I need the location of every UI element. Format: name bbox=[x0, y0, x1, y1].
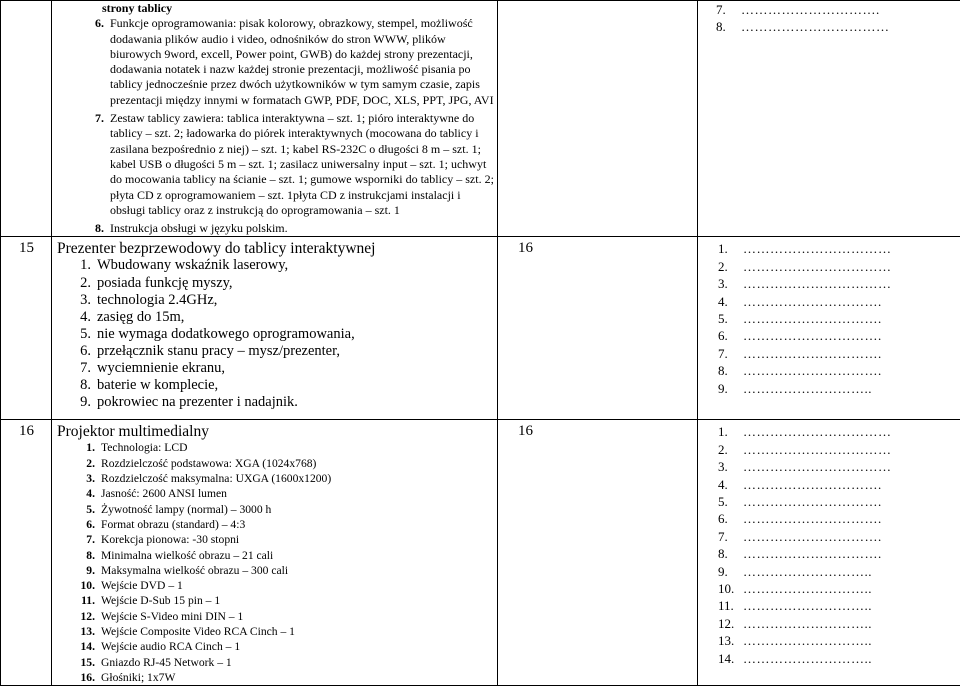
answer-line: 7. …………………………. bbox=[718, 528, 960, 545]
answer-line: 1. …………………………… bbox=[718, 423, 960, 440]
answer-line: 10. ……………………….. bbox=[718, 580, 960, 597]
list-item: 3. Rozdzielczość maksymalna: UXGA (1600x1200) bbox=[69, 471, 497, 486]
answer-line: 5. …………………………. bbox=[718, 493, 960, 510]
answer-line: 2. …………………………… bbox=[718, 441, 960, 458]
answer-line: 5. …………………………. bbox=[718, 310, 960, 327]
list-item: 14. Wejście audio RCA Cinch – 1 bbox=[69, 639, 497, 654]
answer-line: 8. …………………………. bbox=[718, 545, 960, 562]
answer-line: 8. …………………………. bbox=[718, 362, 960, 379]
row-14-lead-text: strony tablicy bbox=[102, 1, 497, 16]
list-item: 5. nie wymaga dodatkowego oprogramowania, bbox=[69, 326, 497, 343]
list-item: 6. Funkcje oprogramowania: pisak kolorowy, obrazkowy, stempel, możliwość dodawania plików audio i video, odnośników do stron WWW, plików biurowych 9word, excell, Power point, GWB) do każdej strony prezentacji, dodawania notatek i nazw każdej stronie prezentacji, możliwość pisania po tablicy jednocześnie przez dwóch użytkowników w tym samym czasie, zapis prezentacji między innymi w formatach GWP, PDF, DOC, XLS, PPT, JPG, AVI bbox=[78, 16, 497, 108]
list-item: 8. Minimalna wielkość obrazu – 21 cali bbox=[69, 548, 497, 563]
row-16-quantity: 16 bbox=[498, 420, 698, 686]
list-item: 3. technologia 2.4GHz, bbox=[69, 292, 497, 309]
list-item: 11. Wejście D-Sub 15 pin – 1 bbox=[69, 593, 497, 608]
answer-line: 3. …………………………… bbox=[718, 458, 960, 475]
answer-line: 1. …………………………… bbox=[718, 240, 960, 257]
list-item: 7. Zestaw tablicy zawiera: tablica interaktywna – szt. 1; pióro interaktywne do tablicy – szt. 2; ładowarka do piórek interaktywnych (mocowana do tablicy i zasilana bezpośrednio z niej) – szt. 1; kabel RS-232C o długości 8 m – szt. 1; kabel USB o długości 5 m – szt. 1; zasilacz uniwersalny input – szt. 1; uchwyt do mocowania tablicy na ścianie – szt. 1; gumowe wsporniki do tablicy – szt. 2; płyta CD z oprogramowaniem – szt. 1płyta CD z instrukcjami instalacji i obsługi tablicy oraz z instrukcją do oprogramowania – szt. 1 bbox=[78, 111, 497, 218]
answer-line: 13. ……………………….. bbox=[718, 632, 960, 649]
row-16-title: Projektor multimedialny bbox=[57, 423, 497, 440]
answer-line: 4. …………………………. bbox=[718, 293, 960, 310]
answer-line: 9. ……………………….. bbox=[718, 563, 960, 580]
list-item: 2. Rozdzielczość podstawowa: XGA (1024x768) bbox=[69, 456, 497, 471]
list-item: 1. Technologia: LCD bbox=[69, 440, 497, 455]
list-item: 9. Maksymalna wielkość obrazu – 300 cali bbox=[69, 563, 497, 578]
list-item: 13. Wejście Composite Video RCA Cinch – 1 bbox=[69, 624, 497, 639]
answer-line: 8. …………………………… bbox=[716, 18, 960, 35]
list-item: 1. Wbudowany wskaźnik laserowy, bbox=[69, 257, 497, 274]
row-14-answer-cell bbox=[698, 1, 960, 237]
row-16-answer-list bbox=[718, 423, 960, 666]
row-14-quantity-cell bbox=[498, 1, 698, 237]
answer-line: 11. ……………………….. bbox=[718, 597, 960, 614]
list-item: 4. Jasność: 2600 ANSI lumen bbox=[69, 486, 497, 501]
row-16-answer-cell bbox=[698, 420, 960, 686]
list-item: 6. przełącznik stanu pracy – mysz/prezenter, bbox=[69, 343, 497, 360]
row-15-description-cell bbox=[52, 237, 498, 420]
answer-line: 2. …………………………… bbox=[718, 258, 960, 275]
list-item: 2. posiada funkcję myszy, bbox=[69, 275, 497, 292]
row-14-item-list bbox=[78, 16, 497, 236]
row-15-number: 15 bbox=[1, 237, 52, 420]
list-item: 8. Instrukcja obsługi w języku polskim. bbox=[78, 221, 497, 236]
list-item: 7. wyciemnienie ekranu, bbox=[69, 360, 497, 377]
row-16-description-cell bbox=[52, 420, 498, 686]
list-item: 10. Wejście DVD – 1 bbox=[69, 578, 497, 593]
row-15-item-list bbox=[69, 257, 497, 411]
answer-line: 3. …………………………… bbox=[718, 275, 960, 292]
list-item: 7. Korekcja pionowa: -30 stopni bbox=[69, 532, 497, 547]
table-row-14 bbox=[1, 1, 960, 237]
answer-line: 4. …………………………. bbox=[718, 476, 960, 493]
list-item: 16. Głośniki; 1x7W bbox=[69, 670, 497, 685]
list-item: 9. pokrowiec na prezenter i nadajnik. bbox=[69, 394, 497, 411]
list-item: 15. Gniazdo RJ-45 Network – 1 bbox=[69, 655, 497, 670]
answer-line: 14. ……………………….. bbox=[718, 650, 960, 667]
answer-line: 7. …………………………. bbox=[718, 345, 960, 362]
row-14-number-cell bbox=[1, 1, 52, 237]
list-item: 6. Format obrazu (standard) – 4:3 bbox=[69, 517, 497, 532]
row-16-item-list bbox=[69, 440, 497, 685]
answer-line: 7. …………………………. bbox=[716, 1, 960, 18]
table-row-15 bbox=[1, 237, 960, 420]
answer-line: 6. …………………………. bbox=[718, 327, 960, 344]
answer-line: 12. ……………………….. bbox=[718, 615, 960, 632]
row-14-description-cell bbox=[52, 1, 498, 237]
row-15-answer-cell bbox=[698, 237, 960, 420]
table-row-16 bbox=[1, 420, 960, 686]
list-item: 4. zasięg do 15m, bbox=[69, 309, 497, 326]
row-15-answer-list bbox=[718, 240, 960, 397]
row-14-answer-list bbox=[716, 1, 960, 36]
row-16-number: 16 bbox=[1, 420, 52, 686]
list-item: 5. Żywotność lampy (normal) – 3000 h bbox=[69, 502, 497, 517]
row-15-quantity: 16 bbox=[498, 237, 698, 420]
answer-line: 9. ……………………….. bbox=[718, 380, 960, 397]
list-item: 12. Wejście S-Video mini DIN – 1 bbox=[69, 609, 497, 624]
list-item: 8. baterie w komplecie, bbox=[69, 377, 497, 394]
answer-line: 6. …………………………. bbox=[718, 510, 960, 527]
row-15-title: Prezenter bezprzewodowy do tablicy interaktywnej bbox=[57, 240, 497, 257]
